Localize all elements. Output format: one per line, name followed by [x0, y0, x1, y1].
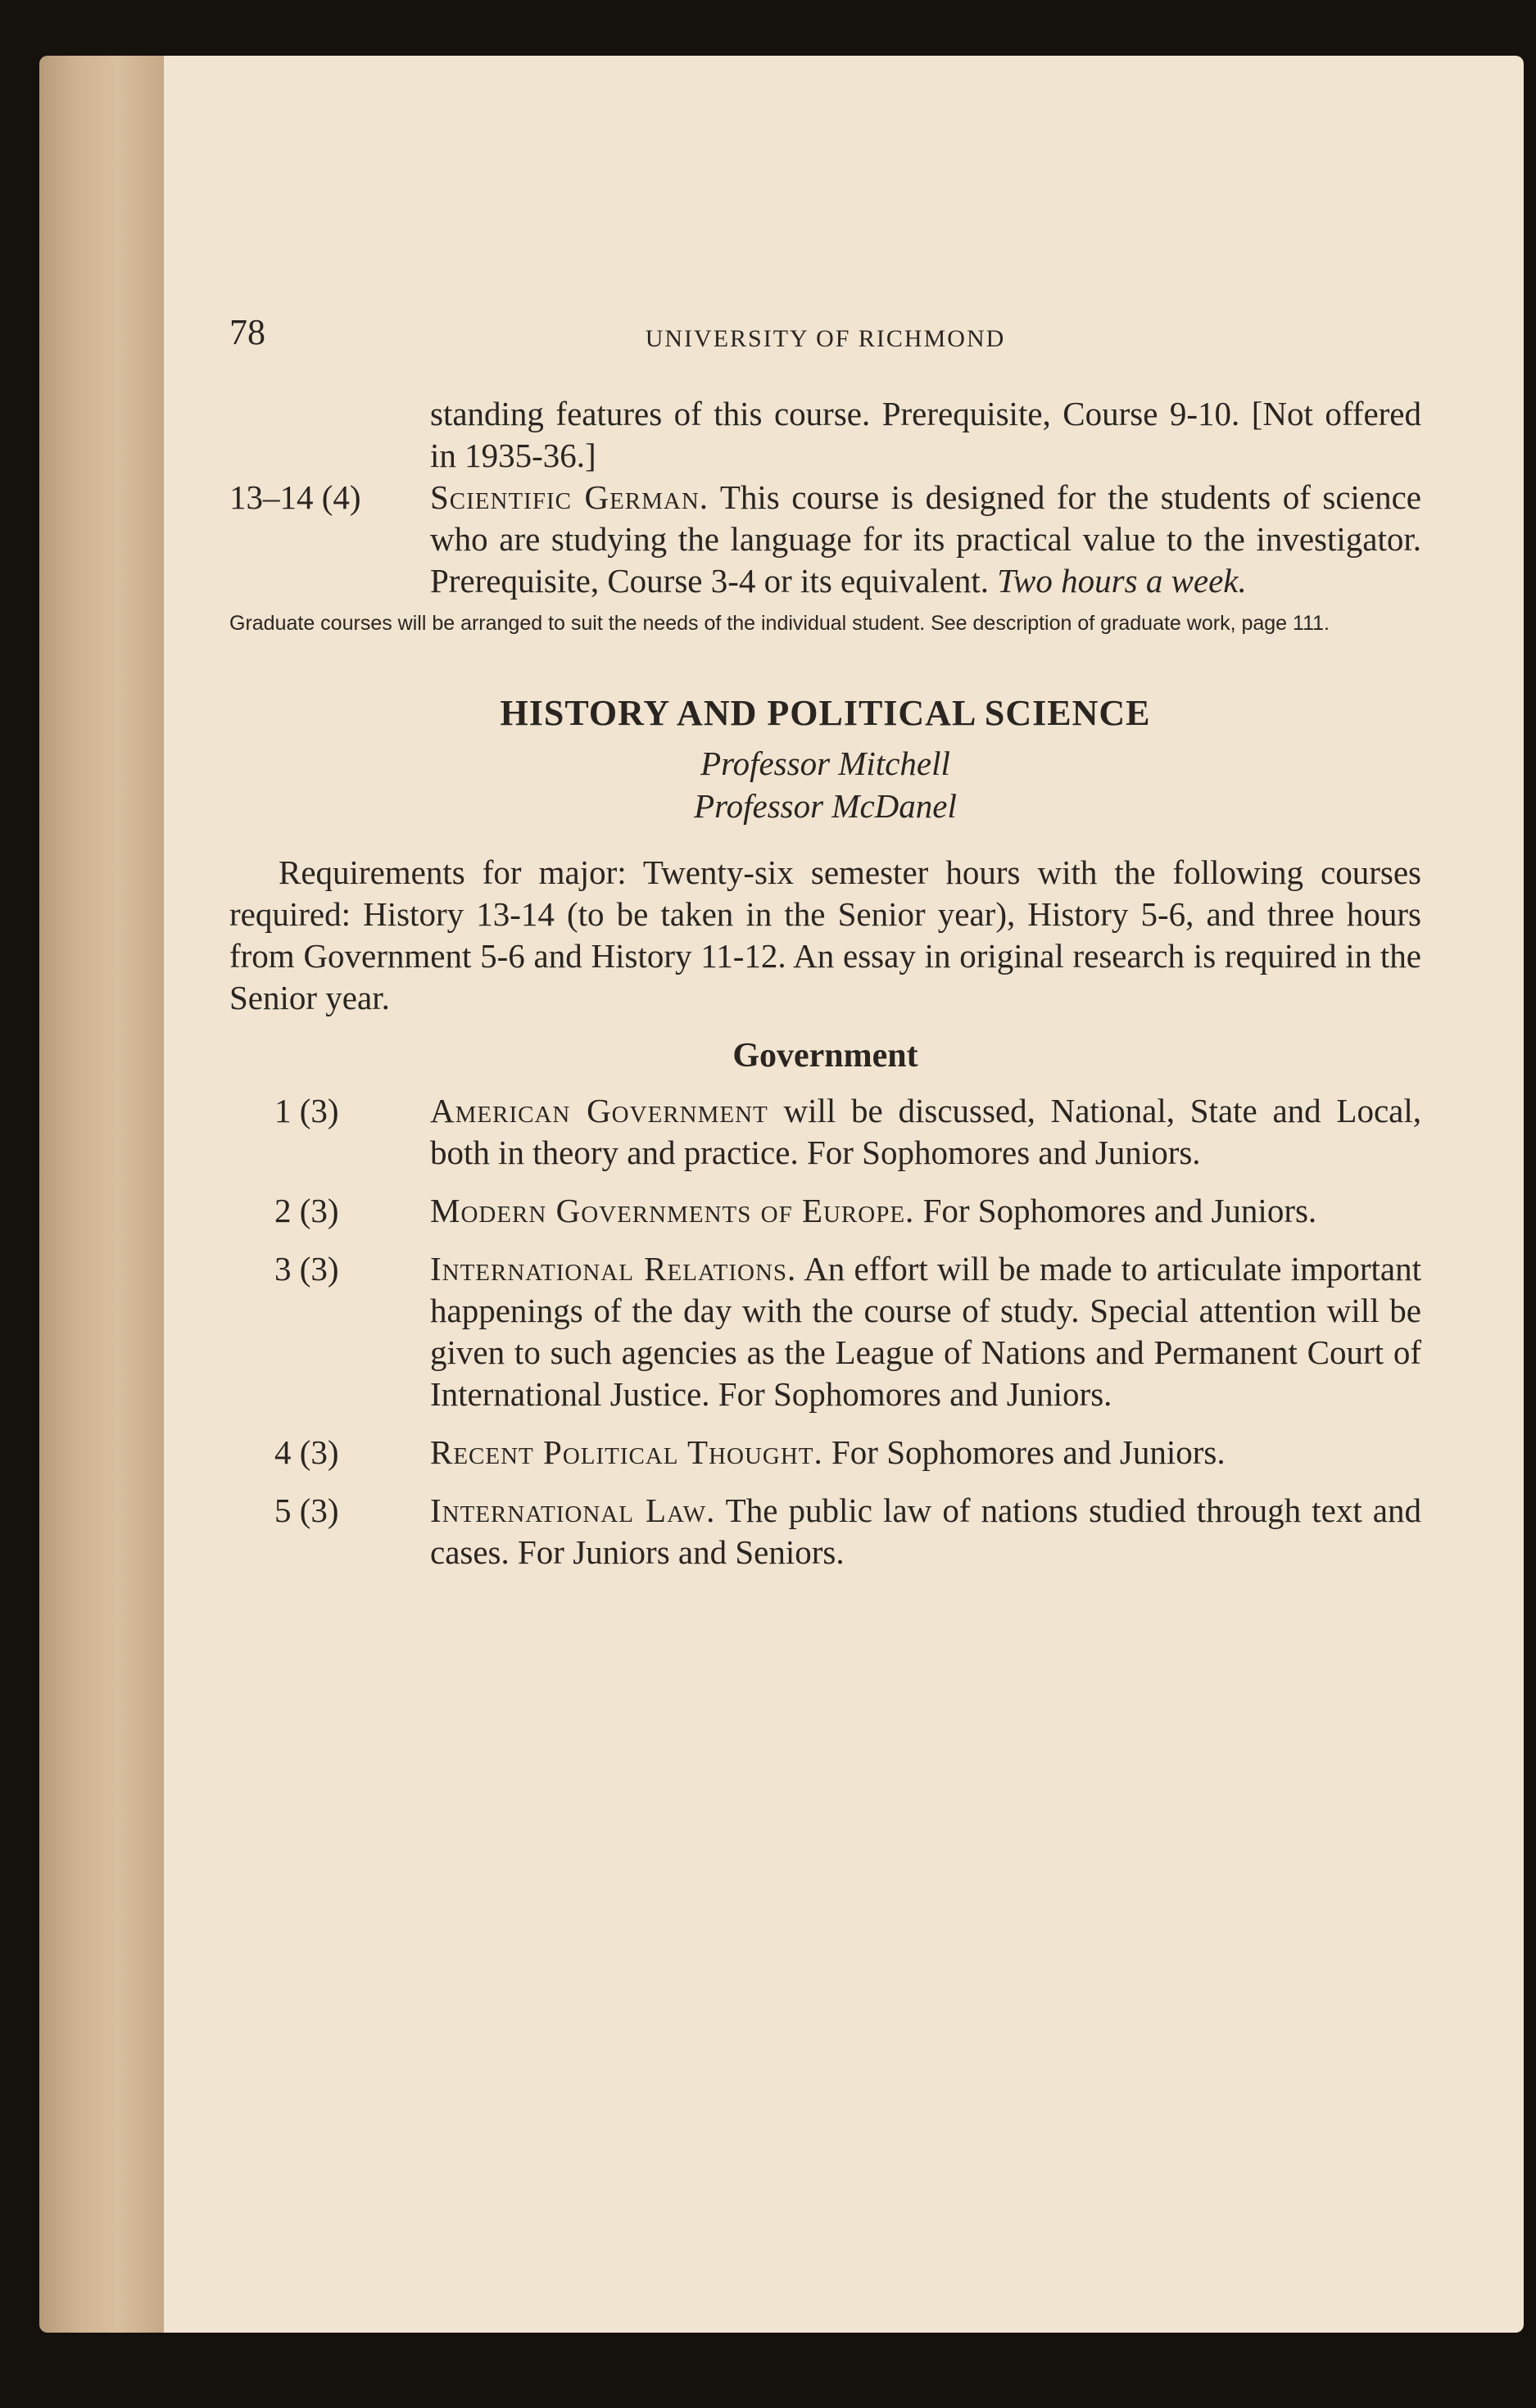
professor-name: Professor Mitchell [700, 745, 950, 782]
course-entry [229, 1190, 1421, 1232]
course-description [430, 1432, 1421, 1473]
course-entry [229, 1248, 1421, 1415]
running-head [229, 311, 1421, 360]
course-number: 5 (3) [274, 1491, 339, 1529]
course-number: 13–14 (4) [229, 478, 361, 516]
course-hours: Two hours a week. [997, 562, 1247, 600]
professor-name: Professor McDanel [694, 787, 957, 825]
course-text: This course is designed for the students of science who are studying the language for its practical value to the investigator. Prerequisite, Course 3-4 or its equivalent. [430, 478, 1422, 600]
course-number: 4 (3) [274, 1433, 339, 1471]
course-text: will be discussed, National, State and Local, both in theory and practice. For Sophomores and Juniors. [430, 1092, 1421, 1171]
course-description [430, 477, 1421, 602]
page-content [229, 311, 1421, 1590]
graduate-footnote: Graduate courses will be arranged to suit the needs of the individual student. See description of graduate work, page 111. [229, 612, 1330, 635]
course-title: International Relations. [430, 1250, 797, 1288]
course-number: 3 (3) [274, 1250, 339, 1288]
course-title: Modern Governments of Europe. [430, 1192, 915, 1229]
course-description [430, 1490, 1421, 1573]
course-scientific-german [229, 477, 1421, 602]
section-title: HISTORY AND POLITICAL SCIENCE [500, 693, 1151, 733]
course-description [430, 1248, 1421, 1415]
course-description [430, 1090, 1421, 1174]
course-text: For Sophomores and Juniors. [922, 1192, 1317, 1229]
running-title: UNIVERSITY OF RICHMOND [645, 325, 1006, 352]
course-text: An effort will be made to articulate important happenings of the day with the course of study. Special attention will be given to such agencies as the League of Nations and Permanent Court of International Justice. For Sophomores and Juniors. [430, 1250, 1421, 1413]
course-entry [229, 1432, 1421, 1473]
course-number: 1 (3) [274, 1092, 339, 1129]
page-stack-edge [39, 56, 170, 2333]
course-description [430, 1190, 1421, 1232]
course-title: Scientific German. [430, 478, 709, 516]
course-text: The public law of nations studied through text and cases. For Juniors and Seniors. [430, 1491, 1421, 1571]
course-title: International Law. [430, 1491, 716, 1529]
sub-heading-government: Government [732, 1037, 918, 1075]
course-title: American Government [430, 1092, 768, 1129]
course-title: Recent Political Thought. [430, 1433, 823, 1471]
course-number: 2 (3) [274, 1192, 339, 1229]
continued-course-text: standing features of this course. Prerequisite, Course 9-10. [Not offered in 1935-36.] [430, 395, 1421, 474]
page-number: 78 [229, 312, 265, 352]
course-entry [229, 1490, 1421, 1573]
major-requirements: Requirements for major: Twenty-six semester hours with the following courses required: History 13-14 (to be taken in the Senior year), History 5-6, and three hours from Government 5-6 and History 11-12. An essay in original research is required in the Senior year. [229, 853, 1421, 1016]
course-text: For Sophomores and Juniors. [831, 1433, 1226, 1471]
course-entry [229, 1090, 1421, 1174]
